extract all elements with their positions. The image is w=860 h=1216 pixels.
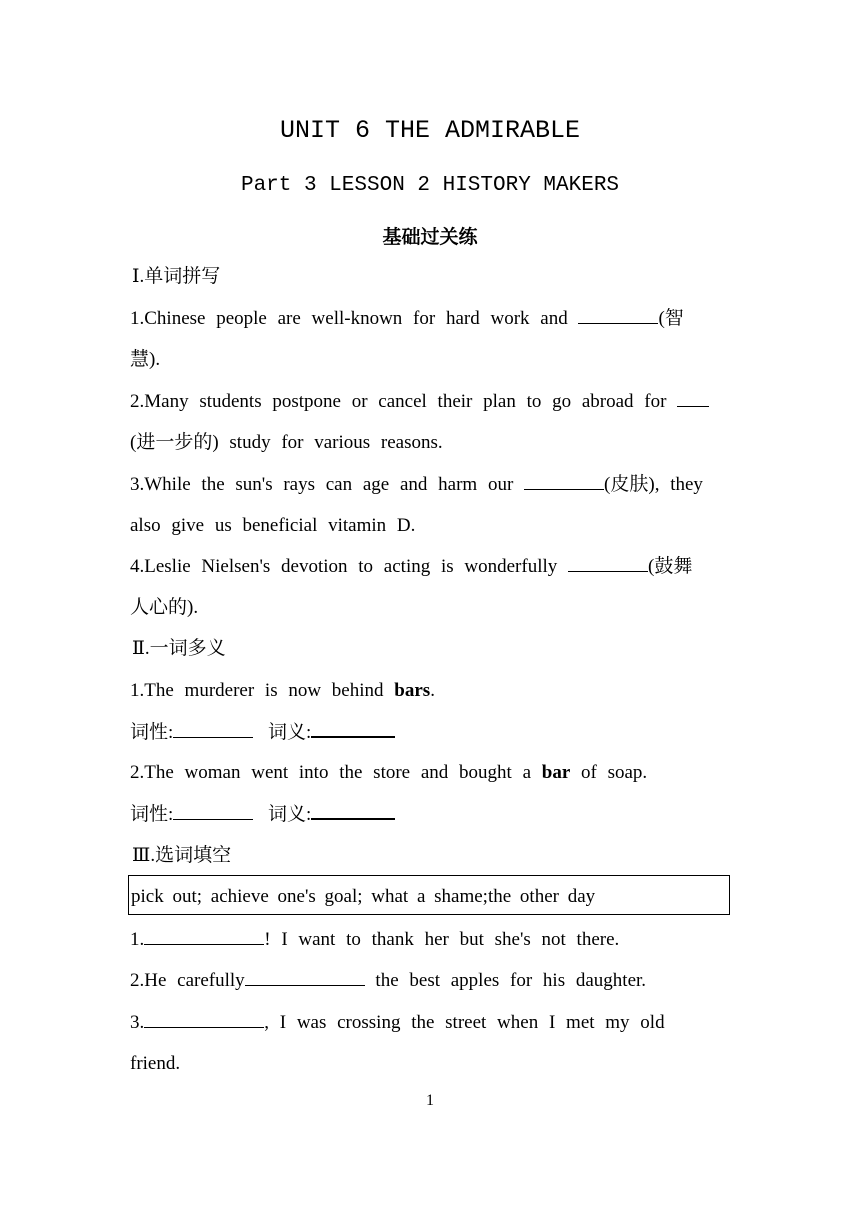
q2-text: 2.The woman went into the store and bought a	[130, 762, 532, 783]
part2-q1-answer-row	[130, 720, 395, 745]
q1-num: 1.	[130, 929, 145, 950]
meaning-label: 词义:	[268, 722, 312, 743]
pos-blank[interactable]	[173, 803, 253, 820]
answer-blank[interactable]	[568, 555, 648, 572]
part1-q2-line1	[130, 390, 709, 414]
q1-text: ! I want to thank her but she's not there.	[264, 929, 620, 950]
page-number: 1	[426, 1092, 434, 1109]
q3-text: , I was crossing the street when I met my old	[264, 1012, 665, 1033]
answer-blank[interactable]	[578, 307, 658, 324]
pos-label: 词性:	[130, 722, 174, 743]
part1-heading: Ⅰ.单词拼写	[132, 266, 221, 287]
part3-heading: Ⅲ.选词填空	[132, 845, 232, 866]
answer-blank[interactable]	[245, 969, 365, 986]
answer-blank[interactable]	[144, 1011, 264, 1028]
part2-heading: Ⅱ.一词多义	[132, 638, 226, 659]
q2-end: of soap.	[581, 762, 648, 783]
q1-text: 1.The murderer is now behind	[130, 680, 384, 701]
lesson-title: Part 3 LESSON 2 HISTORY MAKERS	[240, 174, 620, 197]
part1-q3-line1	[130, 473, 703, 497]
q4-text: 4.Leslie Nielsen's devotion to acting is wonderfully	[130, 556, 558, 577]
section-heading: 基础过关练	[382, 226, 478, 248]
part1-q4-line2: 人心的).	[130, 597, 199, 618]
part1-q2-line2: (进一步的) study for various reasons.	[130, 432, 443, 453]
q1-end: .	[430, 680, 435, 701]
part3-q3-line1	[130, 1011, 665, 1035]
meaning-blank[interactable]	[311, 802, 395, 820]
keyword: bar	[541, 762, 571, 783]
q2-text: 2.Many students postpone or cancel their plan to go abroad for	[130, 391, 667, 412]
part3-q2	[130, 969, 646, 993]
q3-num: 3.	[130, 1012, 145, 1033]
q1-text: 1.Chinese people are well-known for hard work and	[130, 308, 568, 329]
meaning-blank[interactable]	[311, 720, 395, 738]
q2-end: the best apples for his daughter.	[375, 970, 647, 991]
word-box-text: pick out; achieve one's goal; what a shame;the other day	[131, 886, 596, 907]
word-box	[128, 875, 730, 915]
meaning-label: 词义:	[268, 804, 312, 825]
part1-q1-line1	[130, 307, 684, 331]
q3-hint: (皮肤), they	[604, 474, 703, 495]
part1-q4-line1	[130, 555, 692, 579]
q2-text: 2.He carefully	[130, 970, 245, 991]
part2-q2	[130, 761, 647, 785]
q4-hint: (鼓舞	[648, 556, 693, 577]
answer-blank[interactable]	[144, 928, 264, 945]
pos-label: 词性:	[130, 804, 174, 825]
keyword: bars	[394, 680, 431, 701]
unit-title: UNIT 6 THE ADMIRABLE	[279, 116, 581, 145]
part1-q1-line2: 慧).	[130, 349, 161, 370]
part3-q1	[130, 928, 619, 952]
pos-blank[interactable]	[173, 721, 253, 738]
part2-q1	[130, 679, 435, 703]
answer-blank[interactable]	[524, 473, 604, 490]
part2-q2-answer-row	[130, 802, 395, 827]
q3-text: 3.While the sun's rays can age and harm our	[130, 474, 514, 495]
q1-hint: (智	[658, 308, 684, 329]
part1-q3-line2: also give us beneficial vitamin D.	[130, 515, 416, 536]
answer-blank[interactable]	[677, 390, 709, 407]
part3-q3-line2: friend.	[130, 1053, 181, 1074]
